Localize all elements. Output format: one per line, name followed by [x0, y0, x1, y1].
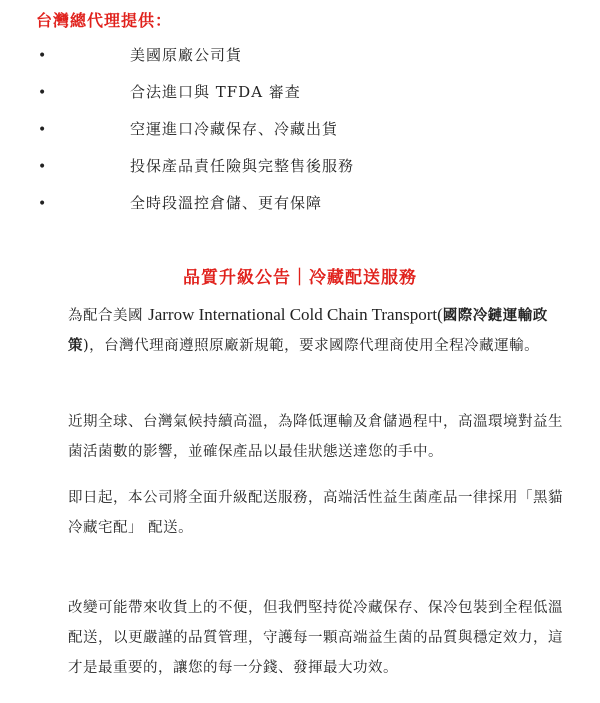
company-name-zh: 國際冷鏈運輸政策	[68, 307, 548, 354]
policy-suffix: )，台灣代理商遵照原廠新規範，要求國際代理商使用全程冷藏運輸。	[83, 338, 540, 354]
company-name-en: Jarrow International Cold Chain Transport(	[148, 305, 443, 324]
bullet-icon: •	[38, 196, 47, 212]
notice-title: 品質升級公告｜冷藏配送服務	[183, 268, 417, 288]
paragraph-policy	[68, 300, 568, 361]
bullet-icon: •	[38, 122, 47, 138]
bullet-text: 投保產品責任險與完整售後服務	[130, 157, 355, 175]
paragraph-climate: 近期全球、台灣氣候持續高溫，為降低運輸及倉儲過程中，高溫環境對益生菌活菌數的影響，並確保產品以最佳狀態送達您的手中。	[68, 414, 563, 460]
list-item	[0, 153, 600, 190]
bullet-text: 空運進口冷藏保存、冷藏出貨	[130, 120, 339, 138]
paragraph-commitment: 改變可能帶來收貨上的不便，但我們堅持從冷藏保存、保冷包裝到全程低溫配送，以更嚴謹的品質管理，守護每一顆高端益生菌的品質與穩定效力，這才是最重要的，讓您的每一分錢、發揮最大功效。	[68, 600, 563, 676]
bullet-icon: •	[38, 85, 47, 101]
benefit-list	[0, 42, 600, 227]
agent-heading: 台灣總代理提供：	[36, 11, 173, 30]
bullet-text: 全時段溫控倉儲、更有保障	[130, 194, 323, 212]
bullet-text: 合法進口與 TFDA 審查	[130, 83, 301, 101]
bullet-icon: •	[38, 159, 47, 175]
policy-prefix: 為配合美國	[68, 308, 149, 324]
list-item	[0, 116, 600, 153]
list-item	[0, 42, 600, 79]
list-item	[0, 79, 600, 116]
bullet-icon: •	[38, 48, 47, 64]
bullet-text: 美國原廠公司貨	[130, 46, 243, 64]
paragraph-upgrade: 即日起，本公司將全面升級配送服務，高端活性益生菌產品一律採用「黑貓冷藏宅配」 配送。	[68, 490, 563, 536]
list-item	[0, 190, 600, 227]
